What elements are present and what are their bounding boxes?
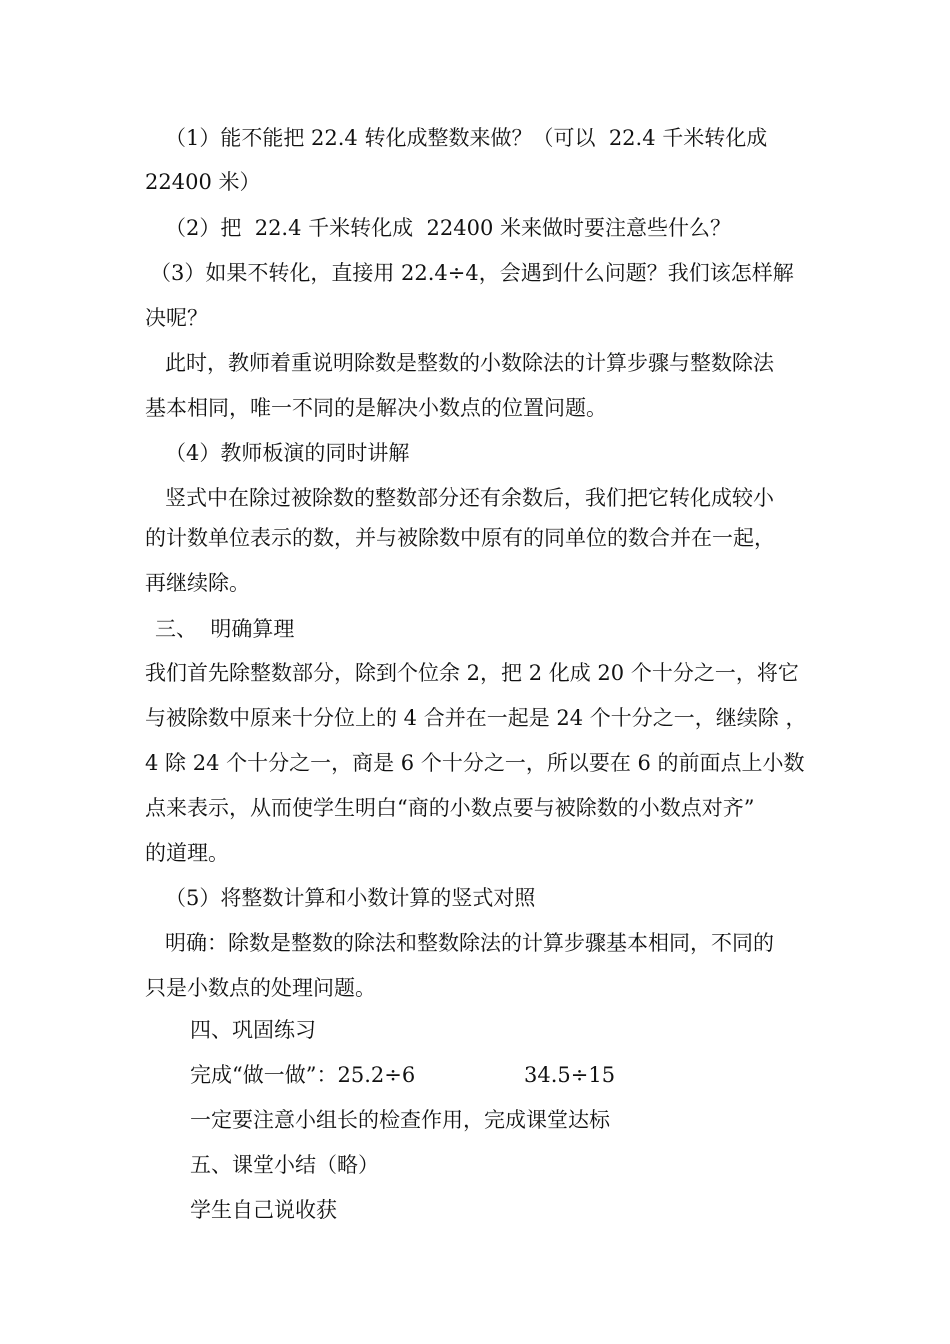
paragraph-line: （1）能不能把 22.4 转化成整数来做？（可以 22.4 千米转化成	[165, 126, 768, 150]
paragraph-line: 学生自己说收获	[190, 1198, 337, 1222]
paragraph-line: （4）教师板演的同时讲解	[165, 441, 410, 465]
paragraph-line: 我们首先除整数部分，除到个位余 2，把 2 化成 20 个十分之一，将它	[145, 661, 799, 685]
paragraph-line: （2）把 22.4 千米转化成 22400 米来做时要注意些什么？	[165, 216, 731, 240]
paragraph-line: 此时，教师着重说明除数是整数的小数除法的计算步骤与整数除法	[165, 351, 774, 375]
paragraph-line: 点来表示，从而使学生明白“商的小数点要与被除数的小数点对齐”	[145, 796, 755, 820]
paragraph-line: 一定要注意小组长的检查作用，完成课堂达标	[190, 1108, 610, 1132]
paragraph-line: （3）如果不转化，直接用 22.4÷4，会遇到什么问题？我们该怎样解	[150, 261, 794, 285]
paragraph-line: 22400 米）	[145, 170, 261, 194]
paragraph-line: 明确：除数是整数的除法和整数除法的计算步骤基本相同，不同的	[165, 931, 774, 955]
exercise-item: 34.5÷15	[524, 1063, 616, 1087]
paragraph-line: 基本相同，唯一不同的是解决小数点的位置问题。	[145, 396, 607, 420]
exercise-item: 完成“做一做”：25.2÷6	[190, 1063, 416, 1087]
paragraph-line: 只是小数点的处理问题。	[145, 976, 376, 1000]
paragraph-line: 的道理。	[145, 841, 229, 865]
paragraph-line: （5）将整数计算和小数计算的竖式对照	[165, 886, 536, 910]
paragraph-line: 决呢？	[145, 306, 208, 330]
paragraph-line: 4 除 24 个十分之一，商是 6 个十分之一，所以要在 6 的前面点上小数	[145, 751, 805, 775]
paragraph-line: 的计数单位表示的数，并与被除数中原有的同单位的数合并在一起，	[145, 526, 775, 550]
section-heading: 五、课堂小结（略）	[190, 1153, 379, 1177]
section-heading: 四、巩固练习	[190, 1018, 316, 1042]
paragraph-line: 再继续除。	[145, 571, 250, 595]
section-heading: 三、 明确算理	[155, 617, 295, 641]
paragraph-line: 竖式中在除过被除数的整数部分还有余数后，我们把它转化成较小	[165, 486, 774, 510]
paragraph-line: 与被除数中原来十分位上的 4 合并在一起是 24 个十分之一，继续除 ，	[145, 706, 807, 730]
